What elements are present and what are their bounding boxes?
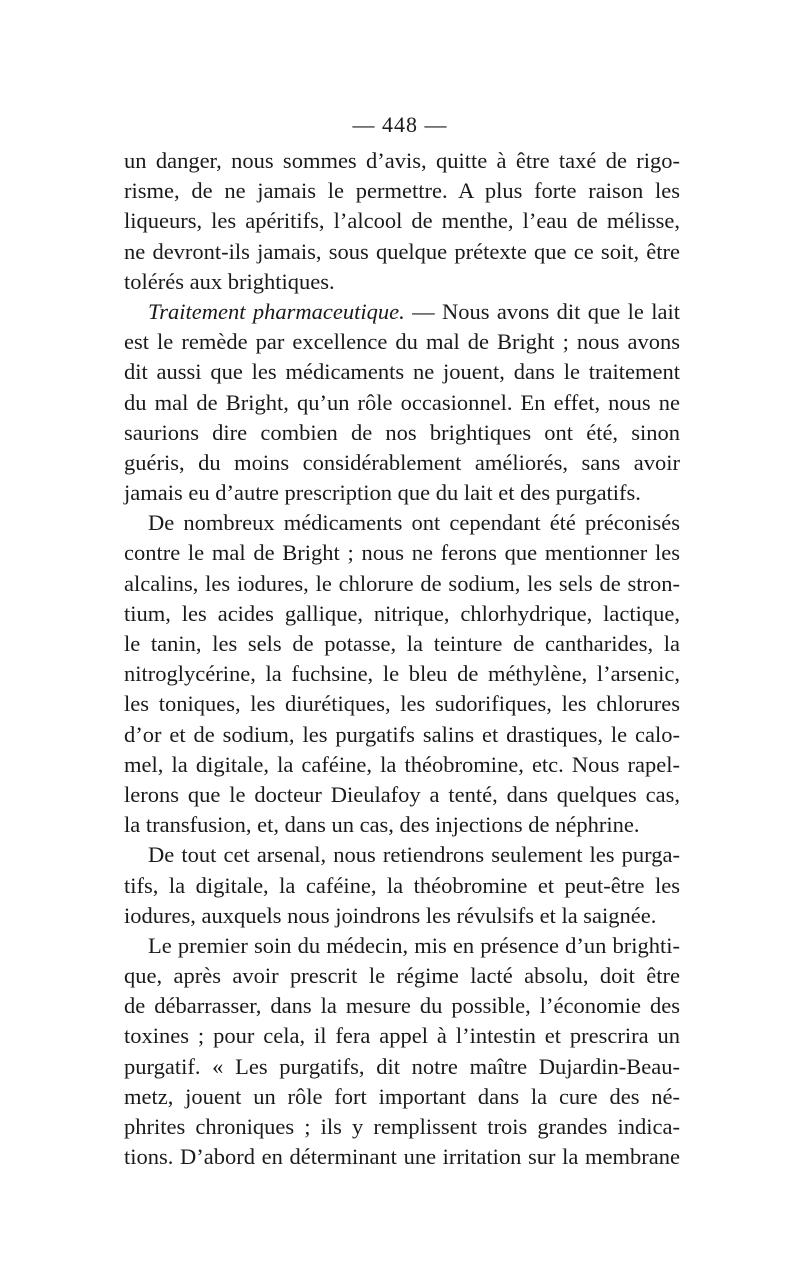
section-heading-line — [124, 297, 680, 327]
text-line: que, après avoir prescrit le régime lacté absolu, doit être — [124, 963, 680, 989]
text-line: lerons que le docteur Dieulafoy a tenté, dans quelques cas, — [124, 781, 680, 807]
text-line: tions. D’abord en déterminant une irritation sur la membrane — [124, 1144, 680, 1170]
text-line: contre le mal de Bright ; nous ne ferons que mentionner les — [124, 540, 680, 566]
text-line: alcalins, les iodures, le chlorure de sodium, les sels de stron- — [124, 570, 680, 596]
text-line: la transfusion, et, dans un cas, des injections de néphrine. — [124, 812, 640, 838]
section-heading: Traitement pharmaceutique. — [148, 298, 405, 324]
text-line: iodures, auxquels nous joindrons les révulsifs et la saignée. — [124, 902, 657, 928]
page-number: — 448 — — [352, 112, 448, 137]
text-line: dit aussi que les médicaments ne jouent, dans le traitement — [124, 359, 680, 385]
text-line: du mal de Bright, qu’un rôle occasionnel. En effet, nous ne — [124, 389, 680, 415]
text-line: metz, jouent un rôle fort important dans la cure des né- — [124, 1083, 680, 1109]
text-line: tolérés aux brightiques. — [124, 268, 335, 294]
text-line: De nombreux médicaments ont cependant été préconisés — [148, 510, 680, 536]
text-line: guéris, du moins considérablement améliorés, sans avoir — [124, 449, 680, 475]
text-line: est le remède par excellence du mal de Bright ; nous avons — [124, 329, 680, 355]
text-line: toxines ; pour cela, il fera appel à l’intestin et prescrira un — [124, 1023, 680, 1049]
text-fragment: Nous avons dit que le lait — [441, 298, 680, 324]
text-line: Le premier soin du médecin, mis en présence d’un brighti- — [148, 932, 680, 958]
text-line: jamais eu d’autre prescription que du lait et des purgatifs. — [124, 480, 641, 506]
text-line: saurions dire combien de nos brightiques ont été, sinon — [124, 419, 680, 445]
text-line: le tanin, les sels de potasse, la teinture de cantharides, la — [124, 631, 680, 656]
text-line: phrites chroniques ; ils y remplissent trois grandes indica- — [124, 1114, 680, 1139]
body-text — [124, 146, 680, 1172]
text-line: les toniques, les diurétiques, les sudorifiques, les chlorures — [124, 691, 680, 717]
text-line: risme, de ne jamais le permettre. A plus forte raison les — [124, 178, 680, 204]
text-line: tifs, la digitale, la caféine, la théobromine et peut-être les — [124, 872, 680, 898]
text-line: d’or et de sodium, les purgatifs salins et drastiques, le calo- — [124, 721, 680, 747]
text-line: un danger, nous sommes d’avis, quitte à être taxé de rigo- — [124, 148, 680, 173]
text-line: purgatif. « Les purgatifs, dit notre maître Dujardin-Beau- — [124, 1053, 680, 1079]
text-line: nitroglycérine, la fuchsine, le bleu de méthylène, l’arsenic, — [124, 661, 680, 687]
text-line: ne devront-ils jamais, sous quelque prétexte que ce soit, être — [124, 238, 680, 264]
heading-dash: — — [404, 298, 442, 324]
text-line: de débarrasser, dans la mesure du possible, l’économie des — [124, 993, 680, 1019]
text-line: liqueurs, les apéritifs, l’alcool de menthe, l’eau de mélisse, — [124, 208, 680, 234]
text-line: tium, les acides gallique, nitrique, chlorhydrique, lactique, — [124, 600, 680, 626]
text-line: De tout cet arsenal, nous retiendrons seulement les purga- — [148, 842, 680, 868]
text-line: mel, la digitale, la caféine, la théobromine, etc. Nous rapel- — [124, 751, 680, 777]
